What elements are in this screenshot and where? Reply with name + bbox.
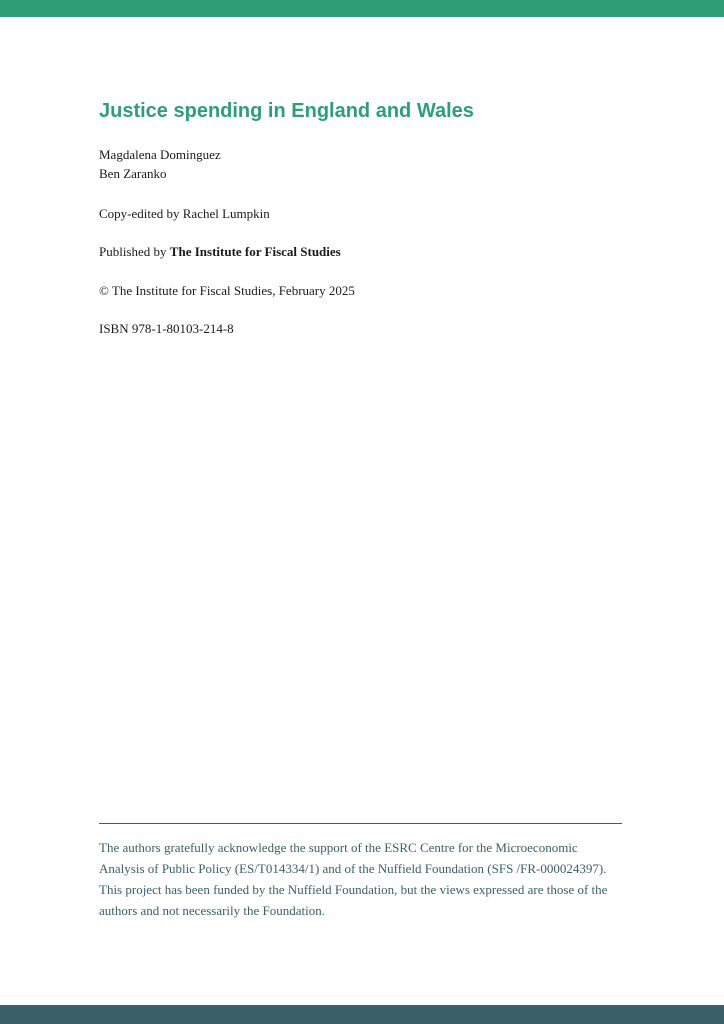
publisher-prefix: Published by bbox=[99, 244, 170, 259]
acknowledgement-text: The authors gratefully acknowledge the support of the ESRC Centre for the Microeconomic Analysis of Public Policy (ES/T014334/1) and of the Nuffield Foundation (SFS /FR-000024397). This project has been funded by the Nuffield Foundation, but the views expressed are those of the authors and not necessarily the Foundation. bbox=[99, 840, 608, 918]
page-title: Justice spending in England and Wales bbox=[99, 100, 474, 122]
copyright-line: © The Institute for Fiscal Studies, February 2025 bbox=[99, 283, 355, 298]
copy-editor-line: Copy-edited by Rachel Lumpkin bbox=[99, 206, 270, 221]
author-name: Magdalena Dominguez bbox=[99, 147, 221, 162]
publisher-name: The Institute for Fiscal Studies bbox=[169, 244, 341, 259]
author-list bbox=[99, 145, 221, 183]
author-name: Ben Zaranko bbox=[99, 166, 167, 181]
divider-rule bbox=[99, 823, 622, 824]
publisher-line bbox=[99, 242, 341, 261]
bottom-color-band bbox=[0, 1005, 724, 1024]
isbn-line: ISBN 978-1-80103-214-8 bbox=[99, 321, 234, 336]
top-color-band bbox=[0, 0, 724, 17]
